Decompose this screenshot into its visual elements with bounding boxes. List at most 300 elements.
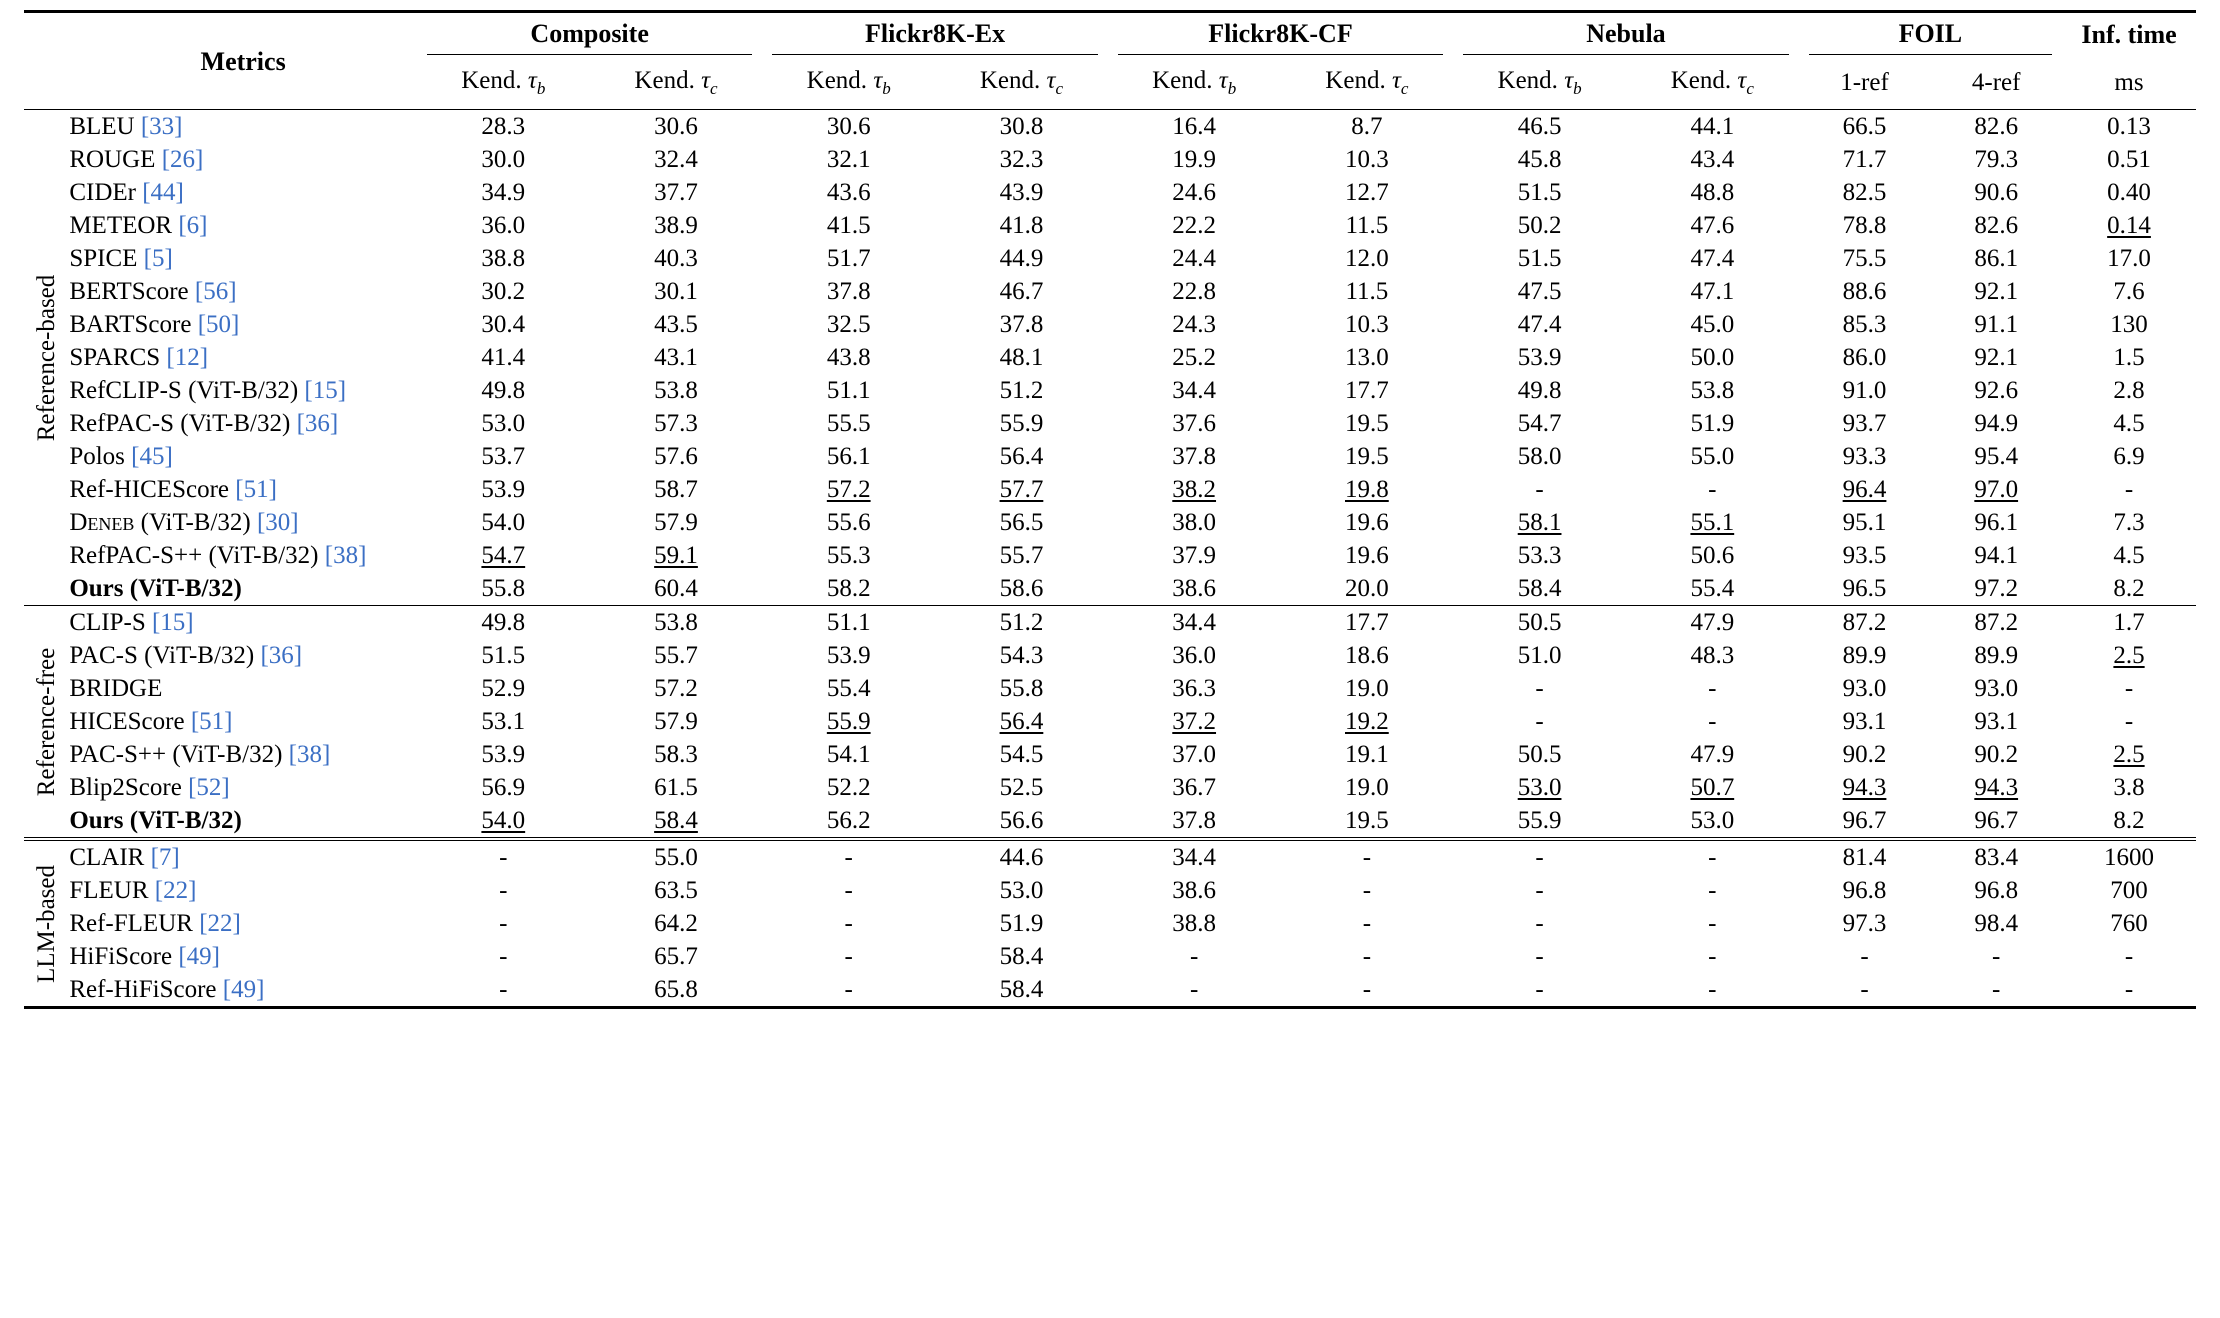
- metric-value-cell: 38.6: [1172, 876, 1217, 904]
- metric-value-cell: 16.4: [1172, 112, 1217, 140]
- metric-value-cell: 56.1: [826, 442, 871, 470]
- metric-value-cell: 37.2: [1172, 707, 1217, 735]
- metric-value-cell: 58.4: [999, 942, 1044, 970]
- metric-value-cell: -: [1992, 942, 2001, 970]
- metric-value-cell: 19.0: [1345, 773, 1389, 801]
- metric-value-cell: 51.1: [826, 376, 871, 404]
- metric-name-cell: PAC-S (ViT-B/32) [36]: [69, 641, 303, 669]
- metric-value-cell: 64.2: [654, 909, 698, 937]
- metric-value-cell: 0.40: [2107, 178, 2151, 206]
- metric-name-cell: ROUGE [26]: [69, 145, 204, 173]
- metric-value-cell: 92.1: [1974, 343, 2019, 371]
- metric-value-cell: 90.6: [1974, 178, 2019, 206]
- metric-value-cell: -: [2124, 942, 2134, 970]
- metric-value-cell: 17.0: [2107, 244, 2151, 272]
- metric-value-cell: 57.9: [654, 707, 698, 735]
- metric-value-cell: 49.8: [481, 376, 526, 404]
- metric-value-cell: 57.9: [654, 508, 698, 536]
- results-table: [24, 10, 2196, 1009]
- metric-name-cell: PAC-S++ (ViT-B/32) [38]: [69, 740, 331, 768]
- metric-value-cell: 85.3: [1842, 310, 1887, 338]
- metric-value-cell: 34.9: [481, 178, 526, 206]
- metric-value-cell: -: [844, 942, 853, 970]
- metric-value-cell: 97.3: [1842, 909, 1887, 937]
- metric-value-cell: 91.0: [1842, 376, 1887, 404]
- metric-value-cell: 53.8: [1690, 376, 1735, 404]
- metric-value-cell: 53.9: [481, 475, 526, 503]
- metric-value-cell: 51.0: [1517, 641, 1562, 669]
- metric-value-cell: 55.6: [826, 508, 871, 536]
- metric-value-cell: 94.1: [1974, 541, 2019, 569]
- metric-value-cell: 11.5: [1345, 277, 1389, 305]
- metric-value-cell: 53.0: [1517, 773, 1562, 801]
- metric-value-cell: 50.5: [1517, 608, 1562, 636]
- table-row: [24, 440, 2196, 473]
- table-row: [24, 539, 2196, 572]
- table-row: [24, 374, 2196, 407]
- metric-value-cell: 50.2: [1517, 211, 1562, 239]
- metric-value-cell: 55.8: [481, 574, 526, 602]
- metric-value-cell: 0.51: [2107, 145, 2151, 173]
- column-subheader: Kend. $\tau_c$: [1325, 67, 1409, 98]
- metric-value-cell: 30.6: [826, 112, 871, 140]
- metric-value-cell: 55.7: [654, 641, 698, 669]
- metric-value-cell: -: [844, 876, 853, 904]
- metric-value-cell: 82.6: [1974, 112, 2019, 140]
- metric-value-cell: 38.8: [1172, 909, 1217, 937]
- column-subheader: Kend. $\tau_b$: [1497, 67, 1582, 98]
- metric-value-cell: 43.9: [999, 178, 1044, 206]
- metric-value-cell: 92.1: [1974, 277, 2019, 305]
- metric-value-cell: 32.4: [654, 145, 698, 173]
- metric-value-cell: 75.5: [1842, 244, 1887, 272]
- metric-value-cell: 34.4: [1172, 376, 1217, 404]
- metric-value-cell: 45.0: [1690, 310, 1735, 338]
- metric-value-cell: -: [1535, 942, 1544, 970]
- metric-value-cell: 82.5: [1842, 178, 1887, 206]
- metric-value-cell: 700: [2110, 876, 2148, 904]
- metric-value-cell: -: [1535, 475, 1544, 503]
- metric-value-cell: 38.2: [1172, 475, 1217, 503]
- table-row: [24, 473, 2196, 506]
- metric-value-cell: 19.6: [1345, 541, 1389, 569]
- metric-value-cell: 760: [2110, 909, 2148, 937]
- metric-value-cell: 17.7: [1345, 608, 1389, 636]
- metric-name-cell: CLAIR [7]: [69, 843, 180, 871]
- metric-value-cell: 97.0: [1974, 475, 2019, 503]
- metric-value-cell: 66.5: [1842, 112, 1887, 140]
- table-row: [24, 672, 2196, 705]
- metric-value-cell: 37.8: [999, 310, 1044, 338]
- metric-value-cell: 34.4: [1172, 843, 1217, 871]
- metric-name-cell: BARTScore [50]: [69, 310, 240, 338]
- metric-value-cell: 47.6: [1690, 211, 1735, 239]
- metric-value-cell: 10.3: [1345, 310, 1389, 338]
- metric-value-cell: 19.2: [1345, 707, 1389, 735]
- metric-value-cell: -: [2124, 975, 2134, 1003]
- metric-value-cell: 96.5: [1842, 574, 1887, 602]
- table-row: [24, 242, 2196, 275]
- metric-value-cell: 56.5: [999, 508, 1044, 536]
- metric-value-cell: -: [1708, 942, 1717, 970]
- metric-value-cell: 20.0: [1345, 574, 1389, 602]
- metric-value-cell: 58.4: [1517, 574, 1562, 602]
- metric-value-cell: 55.9: [826, 707, 871, 735]
- metric-value-cell: 36.0: [1172, 641, 1217, 669]
- metric-value-cell: 55.9: [999, 409, 1044, 437]
- metric-name-cell: BRIDGE: [69, 674, 163, 702]
- metric-value-cell: 6.9: [2113, 442, 2145, 470]
- metric-value-cell: 37.8: [826, 277, 871, 305]
- metric-value-cell: -: [1362, 975, 1372, 1003]
- metric-value-cell: 49.8: [1517, 376, 1562, 404]
- metric-value-cell: 58.7: [654, 475, 698, 503]
- column-subheader: Kend. $\tau_b$: [1152, 67, 1237, 98]
- column-subheader: 4-ref: [1971, 69, 2021, 96]
- metric-value-cell: 51.5: [1517, 244, 1562, 272]
- metric-value-cell: 63.5: [654, 876, 698, 904]
- table-row: [24, 407, 2196, 440]
- metric-value-cell: 55.5: [826, 409, 871, 437]
- metric-value-cell: 4.5: [2113, 541, 2145, 569]
- metric-value-cell: 50.0: [1690, 343, 1735, 371]
- metric-value-cell: 47.5: [1517, 277, 1562, 305]
- metric-value-cell: -: [1708, 843, 1717, 871]
- metric-value-cell: 55.8: [999, 674, 1044, 702]
- metric-value-cell: 48.1: [999, 343, 1044, 371]
- metric-value-cell: 60.4: [654, 574, 698, 602]
- metric-name-cell: Ours (ViT-B/32): [69, 574, 242, 602]
- metric-value-cell: 47.4: [1517, 310, 1562, 338]
- metric-value-cell: 22.8: [1172, 277, 1217, 305]
- metric-value-cell: 65.7: [654, 942, 698, 970]
- metric-value-cell: 96.1: [1974, 508, 2019, 536]
- metric-value-cell: 19.8: [1345, 475, 1389, 503]
- metric-value-cell: 93.0: [1974, 674, 2019, 702]
- metric-value-cell: -: [1708, 674, 1717, 702]
- metric-value-cell: 92.6: [1974, 376, 2019, 404]
- metric-value-cell: 55.0: [654, 843, 698, 871]
- metric-name-cell: RefPAC-S++ (ViT-B/32) [38]: [69, 541, 367, 569]
- metric-value-cell: 89.9: [1842, 641, 1887, 669]
- metric-value-cell: 2.5: [2113, 740, 2145, 768]
- table-group-header-row: [24, 13, 2196, 59]
- table-row: [24, 606, 2196, 640]
- metric-value-cell: 12.7: [1345, 178, 1389, 206]
- metric-value-cell: 19.5: [1345, 409, 1389, 437]
- metric-value-cell: 51.2: [999, 608, 1044, 636]
- metric-value-cell: 37.7: [654, 178, 698, 206]
- table-row: [24, 973, 2196, 1006]
- metric-value-cell: 54.5: [999, 740, 1044, 768]
- metric-value-cell: 53.8: [654, 376, 698, 404]
- section-side-label: Reference-free: [32, 647, 60, 796]
- metric-value-cell: 57.3: [654, 409, 698, 437]
- metric-value-cell: 53.9: [826, 641, 871, 669]
- metric-value-cell: 61.5: [654, 773, 698, 801]
- metric-value-cell: 94.9: [1974, 409, 2019, 437]
- column-subheader: 1-ref: [1840, 69, 1889, 96]
- header-spacer: [24, 13, 69, 59]
- metric-value-cell: -: [1708, 876, 1717, 904]
- metric-name-cell: RefPAC-S (ViT-B/32) [36]: [69, 409, 339, 437]
- section-side-label: LLM-based: [32, 864, 60, 983]
- subheader-spacer: [24, 59, 69, 109]
- metric-value-cell: 28.3: [481, 112, 526, 140]
- table-row: [24, 639, 2196, 672]
- metric-value-cell: 86.1: [1974, 244, 2019, 272]
- metric-value-cell: 88.6: [1842, 277, 1887, 305]
- metric-value-cell: 47.9: [1690, 608, 1735, 636]
- metric-value-cell: 52.2: [826, 773, 871, 801]
- metric-value-cell: 54.7: [481, 541, 526, 569]
- metric-value-cell: 37.8: [1172, 806, 1217, 834]
- metric-value-cell: -: [1708, 975, 1717, 1003]
- table-figure: [0, 10, 2220, 1318]
- metric-value-cell: 37.9: [1172, 541, 1217, 569]
- metric-name-cell: METEOR [6]: [69, 211, 208, 239]
- metric-value-cell: 51.7: [826, 244, 871, 272]
- metric-value-cell: 34.4: [1172, 608, 1217, 636]
- metric-value-cell: 18.6: [1345, 641, 1389, 669]
- column-group-header: Nebula: [1453, 13, 1798, 59]
- metric-value-cell: 38.0: [1172, 508, 1217, 536]
- metric-value-cell: 7.6: [2113, 277, 2145, 305]
- metric-value-cell: -: [844, 843, 853, 871]
- metric-value-cell: 43.8: [826, 343, 871, 371]
- metric-value-cell: 57.2: [654, 674, 698, 702]
- section-side-label: Reference-based: [32, 274, 60, 441]
- metric-value-cell: 37.8: [1172, 442, 1217, 470]
- metric-value-cell: 51.2: [999, 376, 1044, 404]
- metric-value-cell: 37.6: [1172, 409, 1217, 437]
- metric-value-cell: 56.2: [826, 806, 871, 834]
- metric-value-cell: 32.5: [826, 310, 871, 338]
- metric-value-cell: 1.5: [2113, 343, 2145, 371]
- metric-value-cell: -: [1860, 942, 1869, 970]
- metric-value-cell: 48.8: [1690, 178, 1735, 206]
- metric-value-cell: 54.7: [1517, 409, 1562, 437]
- metric-value-cell: -: [1535, 707, 1544, 735]
- metric-value-cell: 81.4: [1842, 843, 1887, 871]
- metric-value-cell: 58.3: [654, 740, 698, 768]
- metric-value-cell: 32.1: [826, 145, 871, 173]
- metric-value-cell: 53.0: [999, 876, 1044, 904]
- metric-value-cell: 55.9: [1517, 806, 1562, 834]
- metric-value-cell: 58.1: [1517, 508, 1562, 536]
- metric-value-cell: -: [499, 975, 508, 1003]
- table-row: [24, 738, 2196, 771]
- metric-value-cell: 41.8: [999, 211, 1044, 239]
- metric-value-cell: 10.3: [1345, 145, 1389, 173]
- table-row: [24, 506, 2196, 539]
- metric-value-cell: 55.1: [1690, 508, 1735, 536]
- metric-name-cell: Ref-HiFiScore [49]: [69, 975, 265, 1003]
- metric-value-cell: 44.6: [999, 843, 1044, 871]
- metric-value-cell: -: [1708, 707, 1717, 735]
- metric-value-cell: 56.9: [481, 773, 526, 801]
- metric-value-cell: 87.2: [1842, 608, 1887, 636]
- metric-value-cell: 55.7: [999, 541, 1044, 569]
- metric-value-cell: 49.8: [481, 608, 526, 636]
- metric-value-cell: 13.0: [1345, 343, 1389, 371]
- metric-value-cell: 19.9: [1172, 145, 1217, 173]
- metric-value-cell: 59.1: [654, 541, 698, 569]
- metric-value-cell: 30.4: [481, 310, 526, 338]
- metric-value-cell: 53.0: [1690, 806, 1735, 834]
- metric-value-cell: -: [499, 909, 508, 937]
- metric-value-cell: 11.5: [1345, 211, 1389, 239]
- metric-value-cell: -: [2124, 674, 2134, 702]
- metric-value-cell: 79.3: [1974, 145, 2019, 173]
- metric-value-cell: 38.9: [654, 211, 698, 239]
- metric-value-cell: 71.7: [1842, 145, 1887, 173]
- metric-value-cell: -: [499, 942, 508, 970]
- metric-value-cell: 57.2: [826, 475, 871, 503]
- metric-name-cell: Ref-FLEUR [22]: [69, 909, 241, 937]
- metric-value-cell: 8.2: [2113, 806, 2145, 834]
- metric-value-cell: 0.13: [2107, 112, 2151, 140]
- metric-value-cell: 55.3: [826, 541, 871, 569]
- metric-value-cell: 30.2: [481, 277, 526, 305]
- metric-value-cell: 43.5: [654, 310, 698, 338]
- metric-value-cell: 7.3: [2113, 508, 2145, 536]
- metric-value-cell: -: [499, 843, 508, 871]
- table-row: [24, 907, 2196, 940]
- table-row: [24, 804, 2196, 837]
- metric-value-cell: 46.5: [1517, 112, 1562, 140]
- metric-value-cell: 17.7: [1345, 376, 1389, 404]
- metric-value-cell: 12.0: [1345, 244, 1389, 272]
- metric-name-cell: HiFiScore [49]: [69, 942, 221, 970]
- metric-value-cell: 8.2: [2113, 574, 2145, 602]
- table-row: [24, 209, 2196, 242]
- table-row: [24, 110, 2196, 144]
- metric-name-cell: Blip2Score [52]: [69, 773, 230, 801]
- metric-value-cell: -: [1535, 674, 1544, 702]
- metric-name-cell: RefCLIP-S (ViT-B/32) [15]: [69, 376, 347, 404]
- metric-value-cell: 19.6: [1345, 508, 1389, 536]
- metric-value-cell: 52.9: [481, 674, 526, 702]
- metric-value-cell: 19.1: [1345, 740, 1389, 768]
- metric-value-cell: 55.0: [1690, 442, 1735, 470]
- metric-value-cell: -: [1860, 975, 1869, 1003]
- metric-value-cell: -: [499, 876, 508, 904]
- metric-value-cell: 41.5: [826, 211, 871, 239]
- table-row: [24, 874, 2196, 907]
- metric-value-cell: -: [1189, 975, 1199, 1003]
- metric-value-cell: 19.0: [1345, 674, 1389, 702]
- column-group-header: Composite: [417, 13, 762, 59]
- metric-value-cell: 1600: [2104, 843, 2155, 871]
- metric-value-cell: 91.1: [1974, 310, 2019, 338]
- metric-value-cell: 24.3: [1172, 310, 1217, 338]
- column-subheader: Kend. $\tau_c$: [1670, 67, 1754, 98]
- metric-name-cell: CIDEr [44]: [69, 178, 184, 206]
- metric-value-cell: 38.8: [481, 244, 526, 272]
- metric-value-cell: 97.2: [1974, 574, 2019, 602]
- metric-value-cell: 130: [2110, 310, 2148, 338]
- metric-value-cell: 51.1: [826, 608, 871, 636]
- table-row: [24, 841, 2196, 875]
- metric-value-cell: 58.4: [654, 806, 698, 834]
- column-subheader: Kend. $\tau_b$: [461, 67, 546, 98]
- table-row: [24, 275, 2196, 308]
- table-row: [24, 940, 2196, 973]
- metric-value-cell: 41.4: [481, 343, 526, 371]
- metric-value-cell: 58.4: [999, 975, 1044, 1003]
- column-subheader: Kend. $\tau_c$: [979, 67, 1064, 98]
- metric-value-cell: 53.8: [654, 608, 698, 636]
- metric-value-cell: 55.4: [1690, 574, 1735, 602]
- metric-value-cell: 96.8: [1842, 876, 1887, 904]
- metric-value-cell: 87.2: [1974, 608, 2019, 636]
- metric-value-cell: -: [1189, 942, 1199, 970]
- metric-value-cell: 58.6: [999, 574, 1044, 602]
- metric-name-cell: SPARCS [12]: [69, 343, 209, 371]
- metric-value-cell: 24.4: [1172, 244, 1217, 272]
- column-group-header: FOIL: [1799, 13, 2062, 59]
- metric-value-cell: 51.5: [1517, 178, 1562, 206]
- metric-value-cell: 0.14: [2107, 211, 2151, 239]
- metric-value-cell: 96.7: [1842, 806, 1887, 834]
- table-row: [24, 143, 2196, 176]
- metric-value-cell: 94.3: [1974, 773, 2019, 801]
- metric-name-cell: Deneb (ViT-B/32) [30]: [69, 508, 299, 536]
- metric-value-cell: 36.3: [1172, 674, 1217, 702]
- metric-value-cell: -: [1535, 909, 1544, 937]
- metric-value-cell: 3.8: [2113, 773, 2145, 801]
- metric-value-cell: 2.5: [2113, 641, 2145, 669]
- metric-value-cell: 43.6: [826, 178, 871, 206]
- metric-value-cell: -: [1992, 975, 2001, 1003]
- metric-value-cell: 47.1: [1690, 277, 1735, 305]
- metric-value-cell: 96.8: [1974, 876, 2019, 904]
- metric-value-cell: -: [1535, 843, 1544, 871]
- metric-value-cell: 36.0: [481, 211, 526, 239]
- metric-value-cell: -: [1362, 843, 1372, 871]
- metric-value-cell: 53.9: [481, 740, 526, 768]
- metric-value-cell: -: [2124, 475, 2134, 503]
- metric-value-cell: 45.8: [1517, 145, 1562, 173]
- metric-value-cell: -: [1535, 876, 1544, 904]
- metric-value-cell: 96.4: [1842, 475, 1887, 503]
- metric-name-cell: CLIP-S [15]: [69, 608, 194, 636]
- metric-value-cell: -: [1362, 876, 1372, 904]
- metric-value-cell: 50.7: [1690, 773, 1735, 801]
- metric-value-cell: 93.0: [1842, 674, 1887, 702]
- metric-value-cell: 25.2: [1172, 343, 1217, 371]
- metric-value-cell: -: [1362, 942, 1372, 970]
- metric-value-cell: 56.6: [999, 806, 1044, 834]
- metric-value-cell: 44.9: [999, 244, 1044, 272]
- metric-value-cell: 53.0: [481, 409, 526, 437]
- metric-value-cell: 93.1: [1842, 707, 1887, 735]
- metric-value-cell: -: [1708, 909, 1717, 937]
- metric-value-cell: 30.0: [481, 145, 526, 173]
- metric-value-cell: -: [1708, 475, 1717, 503]
- metric-value-cell: 90.2: [1842, 740, 1887, 768]
- metric-value-cell: 30.6: [654, 112, 698, 140]
- metric-value-cell: 55.4: [826, 674, 871, 702]
- metric-value-cell: 51.9: [999, 909, 1044, 937]
- metric-value-cell: 36.7: [1172, 773, 1217, 801]
- column-subheader: Kend. $\tau_b$: [806, 67, 891, 98]
- column-subheader: Kend. $\tau_c$: [634, 67, 718, 98]
- metric-value-cell: 8.7: [1351, 112, 1383, 140]
- metric-value-cell: 43.4: [1690, 145, 1735, 173]
- metric-value-cell: 78.8: [1842, 211, 1887, 239]
